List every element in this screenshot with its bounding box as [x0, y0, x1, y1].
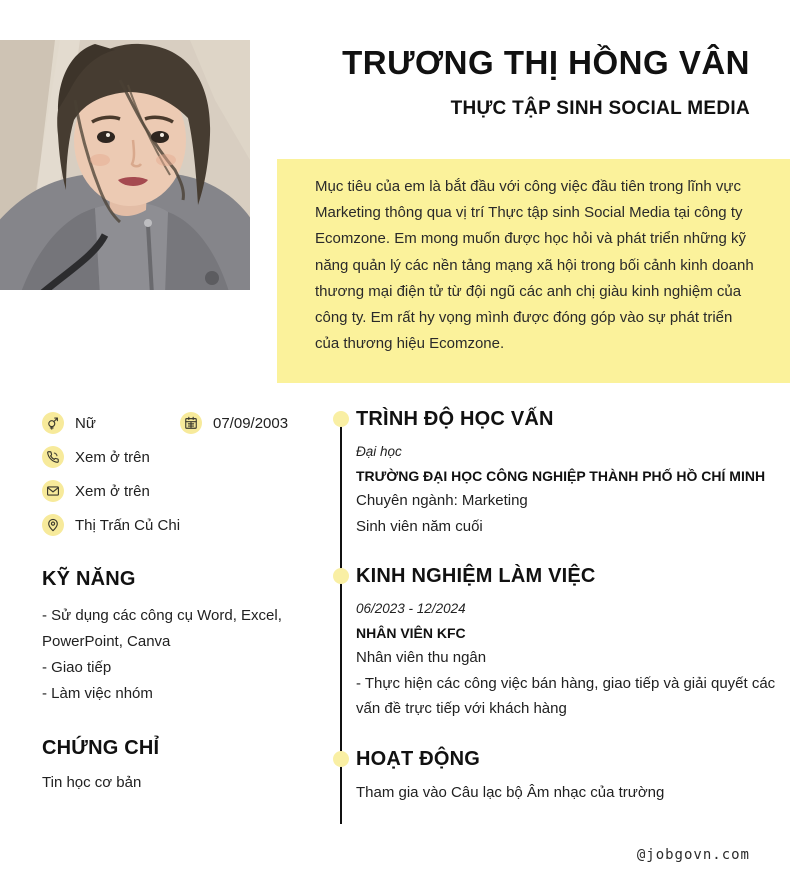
profile-photo-illustration — [0, 40, 250, 290]
info-birthday — [180, 412, 288, 434]
info-phone — [42, 446, 150, 468]
experience-body — [356, 597, 790, 722]
timeline-column — [333, 406, 790, 805]
objective-text: Mục tiêu của em là bắt đầu với công việc đầu tiên trong lĩnh vực Marketing thông qua vị trí Thực tập sinh Social Media tại công ty Ecomzone. Em mong muốn được học hỏi và phát triển những kỹ năng quản lý các nền tảng mạng xã hội trong bối cảnh kinh doanh thương mại điện tử từ đội ngũ các anh chị giàu kinh nghiệm của công ty. Em rất hy vọng mình được đóng góp vào sự phát triển của thương hiệu Ecomzone. — [315, 178, 754, 353]
experience-detail: - Thực hiện các công việc bán hàng, giao tiếp và giải quyết các vấn đề trực tiếp với khách hàng — [356, 674, 776, 717]
skill-item: - Làm việc nhóm — [42, 685, 153, 702]
email-value: Xem ở trên — [75, 482, 150, 500]
phone-value: Xem ở trên — [75, 448, 150, 466]
gender-icon — [42, 412, 64, 434]
candidate-name: TRƯƠNG THỊ HỒNG VÂN — [342, 44, 750, 81]
info-email — [42, 480, 150, 502]
education-school: TRƯỜNG ĐẠI HỌC CÔNG NGHIỆP THÀNH PHỐ HỒ CHÍ MINH — [356, 468, 766, 484]
experience-role: Nhân viên thu ngân — [356, 649, 487, 666]
certificates-heading: CHỨNG CHỈ — [42, 737, 160, 759]
education-heading: TRÌNH ĐỘ HỌC VẤN — [356, 408, 554, 430]
skills-list — [42, 603, 314, 707]
certificate-item: Tin học cơ bản — [42, 774, 142, 791]
birthday-value: 07/09/2003 — [213, 414, 289, 432]
experience-company: NHÂN VIÊN KFC — [356, 625, 466, 641]
objective-box — [277, 159, 790, 383]
info-gender — [42, 412, 180, 434]
info-row-address — [42, 508, 314, 542]
info-row-email — [42, 474, 314, 508]
info-row-gender-birthday — [42, 406, 314, 440]
activities-heading: HOẠT ĐỘNG — [356, 747, 481, 770]
experience-heading: KINH NGHIỆM LÀM VIỆC — [356, 565, 596, 587]
education-level: Đại học — [356, 444, 402, 459]
location-icon — [42, 514, 64, 536]
calendar-icon — [180, 412, 202, 434]
education-body — [356, 440, 790, 539]
gender-value: Nữ — [75, 414, 96, 432]
email-icon — [42, 480, 64, 502]
header — [270, 44, 750, 120]
timeline-dot — [333, 751, 349, 767]
timeline-dot — [333, 411, 349, 427]
info-row-phone — [42, 440, 314, 474]
education-major: Chuyên ngành: Marketing — [356, 492, 528, 509]
experience-section — [333, 563, 790, 722]
activities-body — [356, 780, 790, 806]
education-section — [333, 406, 790, 539]
skills-heading: KỸ NĂNG — [42, 568, 136, 590]
timeline-dot — [333, 568, 349, 584]
education-status: Sinh viên năm cuối — [356, 517, 483, 535]
left-column — [42, 406, 314, 791]
activities-section — [333, 746, 790, 806]
experience-period: 06/2023 - 12/2024 — [356, 601, 466, 616]
skill-item: - Giao tiếp — [42, 659, 112, 676]
activities-detail: Tham gia vào Câu lạc bộ Âm nhạc của trường — [356, 783, 665, 801]
info-address — [42, 514, 180, 536]
address-value: Thị Trấn Củ Chi — [75, 516, 181, 534]
phone-icon — [42, 446, 64, 468]
candidate-job-title: THỰC TẬP SINH SOCIAL MEDIA — [450, 98, 750, 119]
watermark: @jobgovn.com — [636, 847, 750, 863]
skill-item: - Sử dụng các công cụ Word, Excel, PowerPoint, Canva — [42, 607, 282, 650]
profile-photo — [0, 40, 250, 290]
